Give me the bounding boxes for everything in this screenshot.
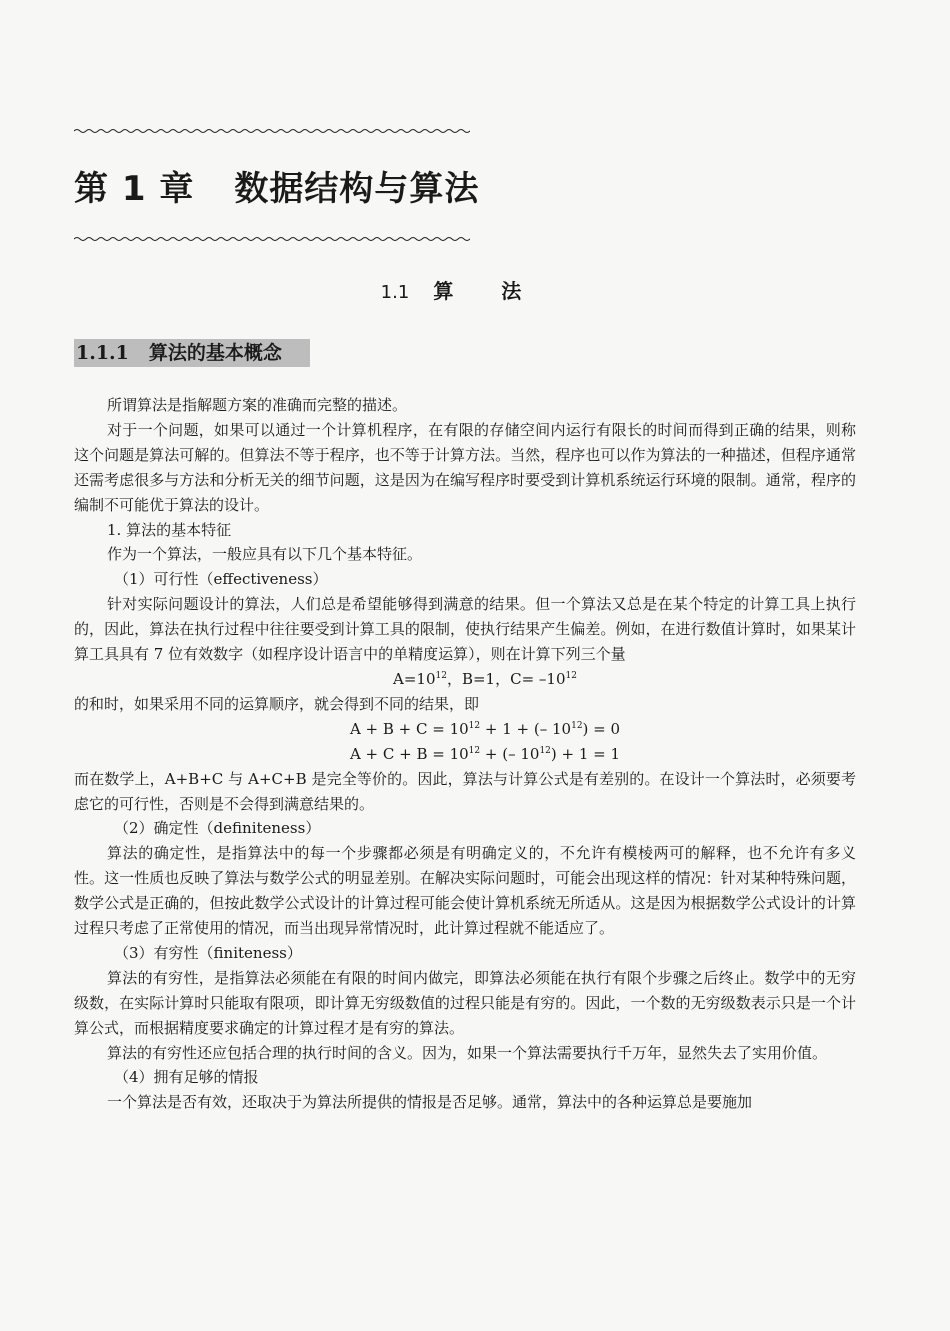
chapter-number: 第 1 章: [74, 169, 195, 209]
paragraph: 所谓算法是指解题方案的准确而完整的描述。: [107, 396, 408, 414]
paragraph: 算法的有穷性，是指算法必须能在有限的时间内做完，即算法必须能在执行有限个步骤之后终止。数学中的无穷级数，在实际计算时只能取有限项，即计算无穷级数值的过程只能是有穷的。因此，一个数的无穷级数表示只是一个计算公式，而根据精度要求确定的计算过程才是有穷的算法。: [74, 968, 856, 1037]
paragraph: 的和时，如果采用不同的运算顺序，就会得到不同的结果，即: [74, 694, 480, 713]
subsection-number: 1.1.1: [76, 342, 129, 364]
paragraph: 一个算法是否有效，还取决于为算法所提供的情报是否足够。通常，算法中的各种运算总是要施加: [107, 1093, 753, 1112]
section-title: [0, 278, 950, 306]
section-number: 1.1: [380, 282, 410, 303]
formula-order-acb: $A + C + B = 10^{12}$ + (– $10^{12}) + 1 = 1$: [349, 744, 621, 763]
chapter-title: [74, 166, 479, 212]
section-name: 算法: [433, 279, 570, 303]
body-text: [74, 393, 856, 1115]
paragraph: 作为一个算法，一般应具有以下几个基本特征。: [107, 545, 423, 564]
paragraph: 而在数学上，A+B+C 与 A+C+B 是完全等价的。因此，算法与计算公式是有差别的。在设计一个算法时，必须要考虑它的可行性，否则是不会得到满意结果的。: [74, 769, 856, 813]
feature-heading-information: （4）拥有足够的情报: [114, 1068, 259, 1087]
formula-values: $A=10^{12}$，B=1，$C= -10^{12}$: [393, 669, 577, 688]
feature-heading-finiteness: （3）有穷性（finiteness）: [114, 943, 302, 962]
feature-heading-definiteness: （2）确定性（definiteness）: [114, 819, 321, 838]
feature-heading-effectiveness: （1）可行性（effectiveness）: [114, 570, 328, 589]
paragraph: 算法的确定性，是指算法中的每一个步骤都必须是有明确定义的，不允许有模棱两可的解释，也不允许有多义性。这一性质也反映了算法与数学公式的明显差别。在解决实际问题时，可能会出现这样的情况：针对某种特殊问题，数学公式是正确的，但按此数学公式设计的计算过程可能会使计算机系统无所适从。这是因为根据数学公式设计的计算过程只考虑了正常使用的情况，而当出现异常情况时，此计算过程就不能适应了。: [74, 844, 856, 938]
paragraph: 对于一个问题，如果可以通过一个计算机程序，在有限的存储空间内运行有限长的时间而得到正确的结果，则称这个问题是算法可解的。但算法不等于程序，也不等于计算方法。当然，程序也可以作为算法的一种描述，但程序通常还需考虑很多与方法和分析无关的细节问题，这是因为在编写程序时要受到计算机系统运行环境的限制。通常，程序的编制不可能优于算法的设计。: [74, 420, 856, 514]
subsection-name: 算法的基本概念: [148, 342, 282, 364]
paragraph: 算法的有穷性还应包括合理的执行时间的含义。因为，如果一个算法需要执行千万年，显然失去了实用价值。: [107, 1043, 828, 1062]
feature-list-heading: 1. 算法的基本特征: [107, 520, 232, 539]
paragraph: 针对实际问题设计的算法，人们总是希望能够得到满意的结果。但一个算法又总是在某个特定的计算工具上执行的，因此，算法在执行过程中往往要受到计算工具的限制，使执行结果产生偏差。例如，在进行数值计算时，如果某计算工具具有 7 位有效数字（如程序设计语言中的单精度运算），则在计算下列三个量: [74, 595, 856, 664]
subsection-heading: [74, 339, 310, 367]
decorative-wave-rule-top: [74, 127, 470, 135]
chapter-name: 数据结构与算法: [234, 169, 480, 209]
decorative-wave-rule-bottom: [74, 235, 470, 243]
formula-order-abc: $A + B + C = 10^{12} + 1$ + (– $10^{12}) = 0$: [349, 719, 621, 738]
